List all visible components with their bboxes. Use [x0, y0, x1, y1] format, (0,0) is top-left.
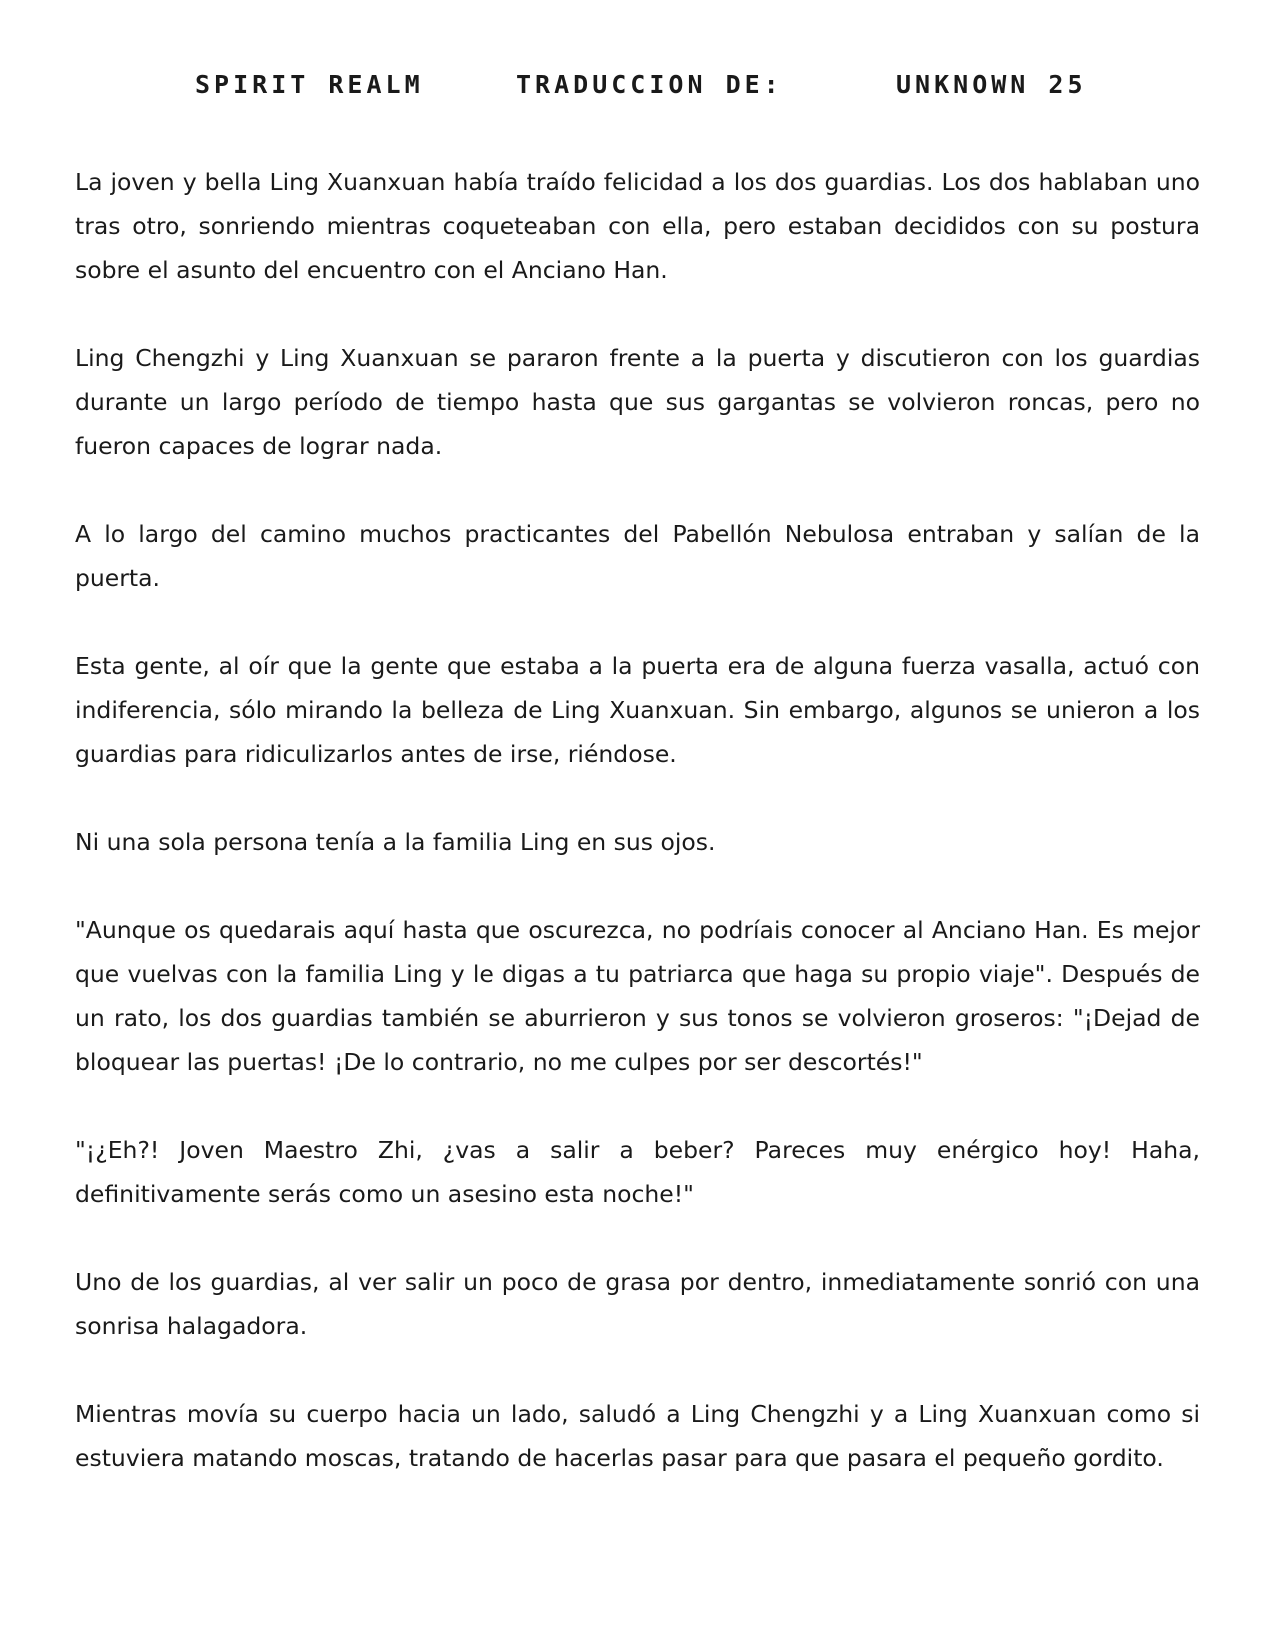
paragraph: A lo largo del camino muchos practicantes del Pabellón Nebulosa entraban y salían de la puerta.	[75, 520, 1200, 592]
document-body	[75, 160, 1200, 1524]
paragraph: Ling Chengzhi y Ling Xuanxuan se pararon frente a la puerta y discutieron con los guardias durante un largo período de tiempo hasta que sus gargantas se volvieron roncas, pero no fueron capaces de lograr nada.	[75, 344, 1200, 460]
paragraph: Uno de los guardias, al ver salir un poco de grasa por dentro, inmediatamente sonrió con una sonrisa halagadora.	[75, 1268, 1200, 1340]
header-translation-label: TRADUCCION DE:	[516, 70, 783, 99]
paragraph: "¡¿Eh?! Joven Maestro Zhi, ¿vas a salir a beber? Pareces muy enérgico hoy! Haha, definitivamente serás como un asesino esta noche!"	[75, 1136, 1200, 1208]
paragraph: Esta gente, al oír que la gente que estaba a la puerta era de alguna fuerza vasalla, actuó con indiferencia, sólo mirando la belleza de Ling Xuanxuan. Sin embargo, algunos se unieron a los guardias para ridiculizarlos antes de irse, riéndose.	[75, 652, 1200, 768]
paragraph: Mientras movía su cuerpo hacia un lado, saludó a Ling Chengzhi y a Ling Xuanxuan como si estuviera matando moscas, tratando de hacerlas pasar para que pasara el pequeño gordito.	[75, 1400, 1200, 1472]
page-header	[0, 70, 1275, 110]
paragraph: Ni una sola persona tenía a la familia Ling en sus ojos.	[75, 828, 716, 856]
paragraph: La joven y bella Ling Xuanxuan había traído felicidad a los dos guardias. Los dos hablaban uno tras otro, sonriendo mientras coqueteaban con ella, pero estaban decididos con su postura sobre el asunto del encuentro con el Anciano Han.	[75, 168, 1200, 284]
header-translator: UNKNOWN 25	[896, 70, 1087, 99]
header-title: SPIRIT REALM	[195, 70, 424, 99]
paragraph: "Aunque os quedarais aquí hasta que oscurezca, no podríais conocer al Anciano Han. Es mejor que vuelvas con la familia Ling y le digas a tu patriarca que haga su propio viaje". Después de un rato, los dos guardias también se aburrieron y sus tonos se volvieron groseros: "¡Dejad de bloquear las puertas! ¡De lo contrario, no me culpes por ser descortés!"	[75, 916, 1200, 1076]
